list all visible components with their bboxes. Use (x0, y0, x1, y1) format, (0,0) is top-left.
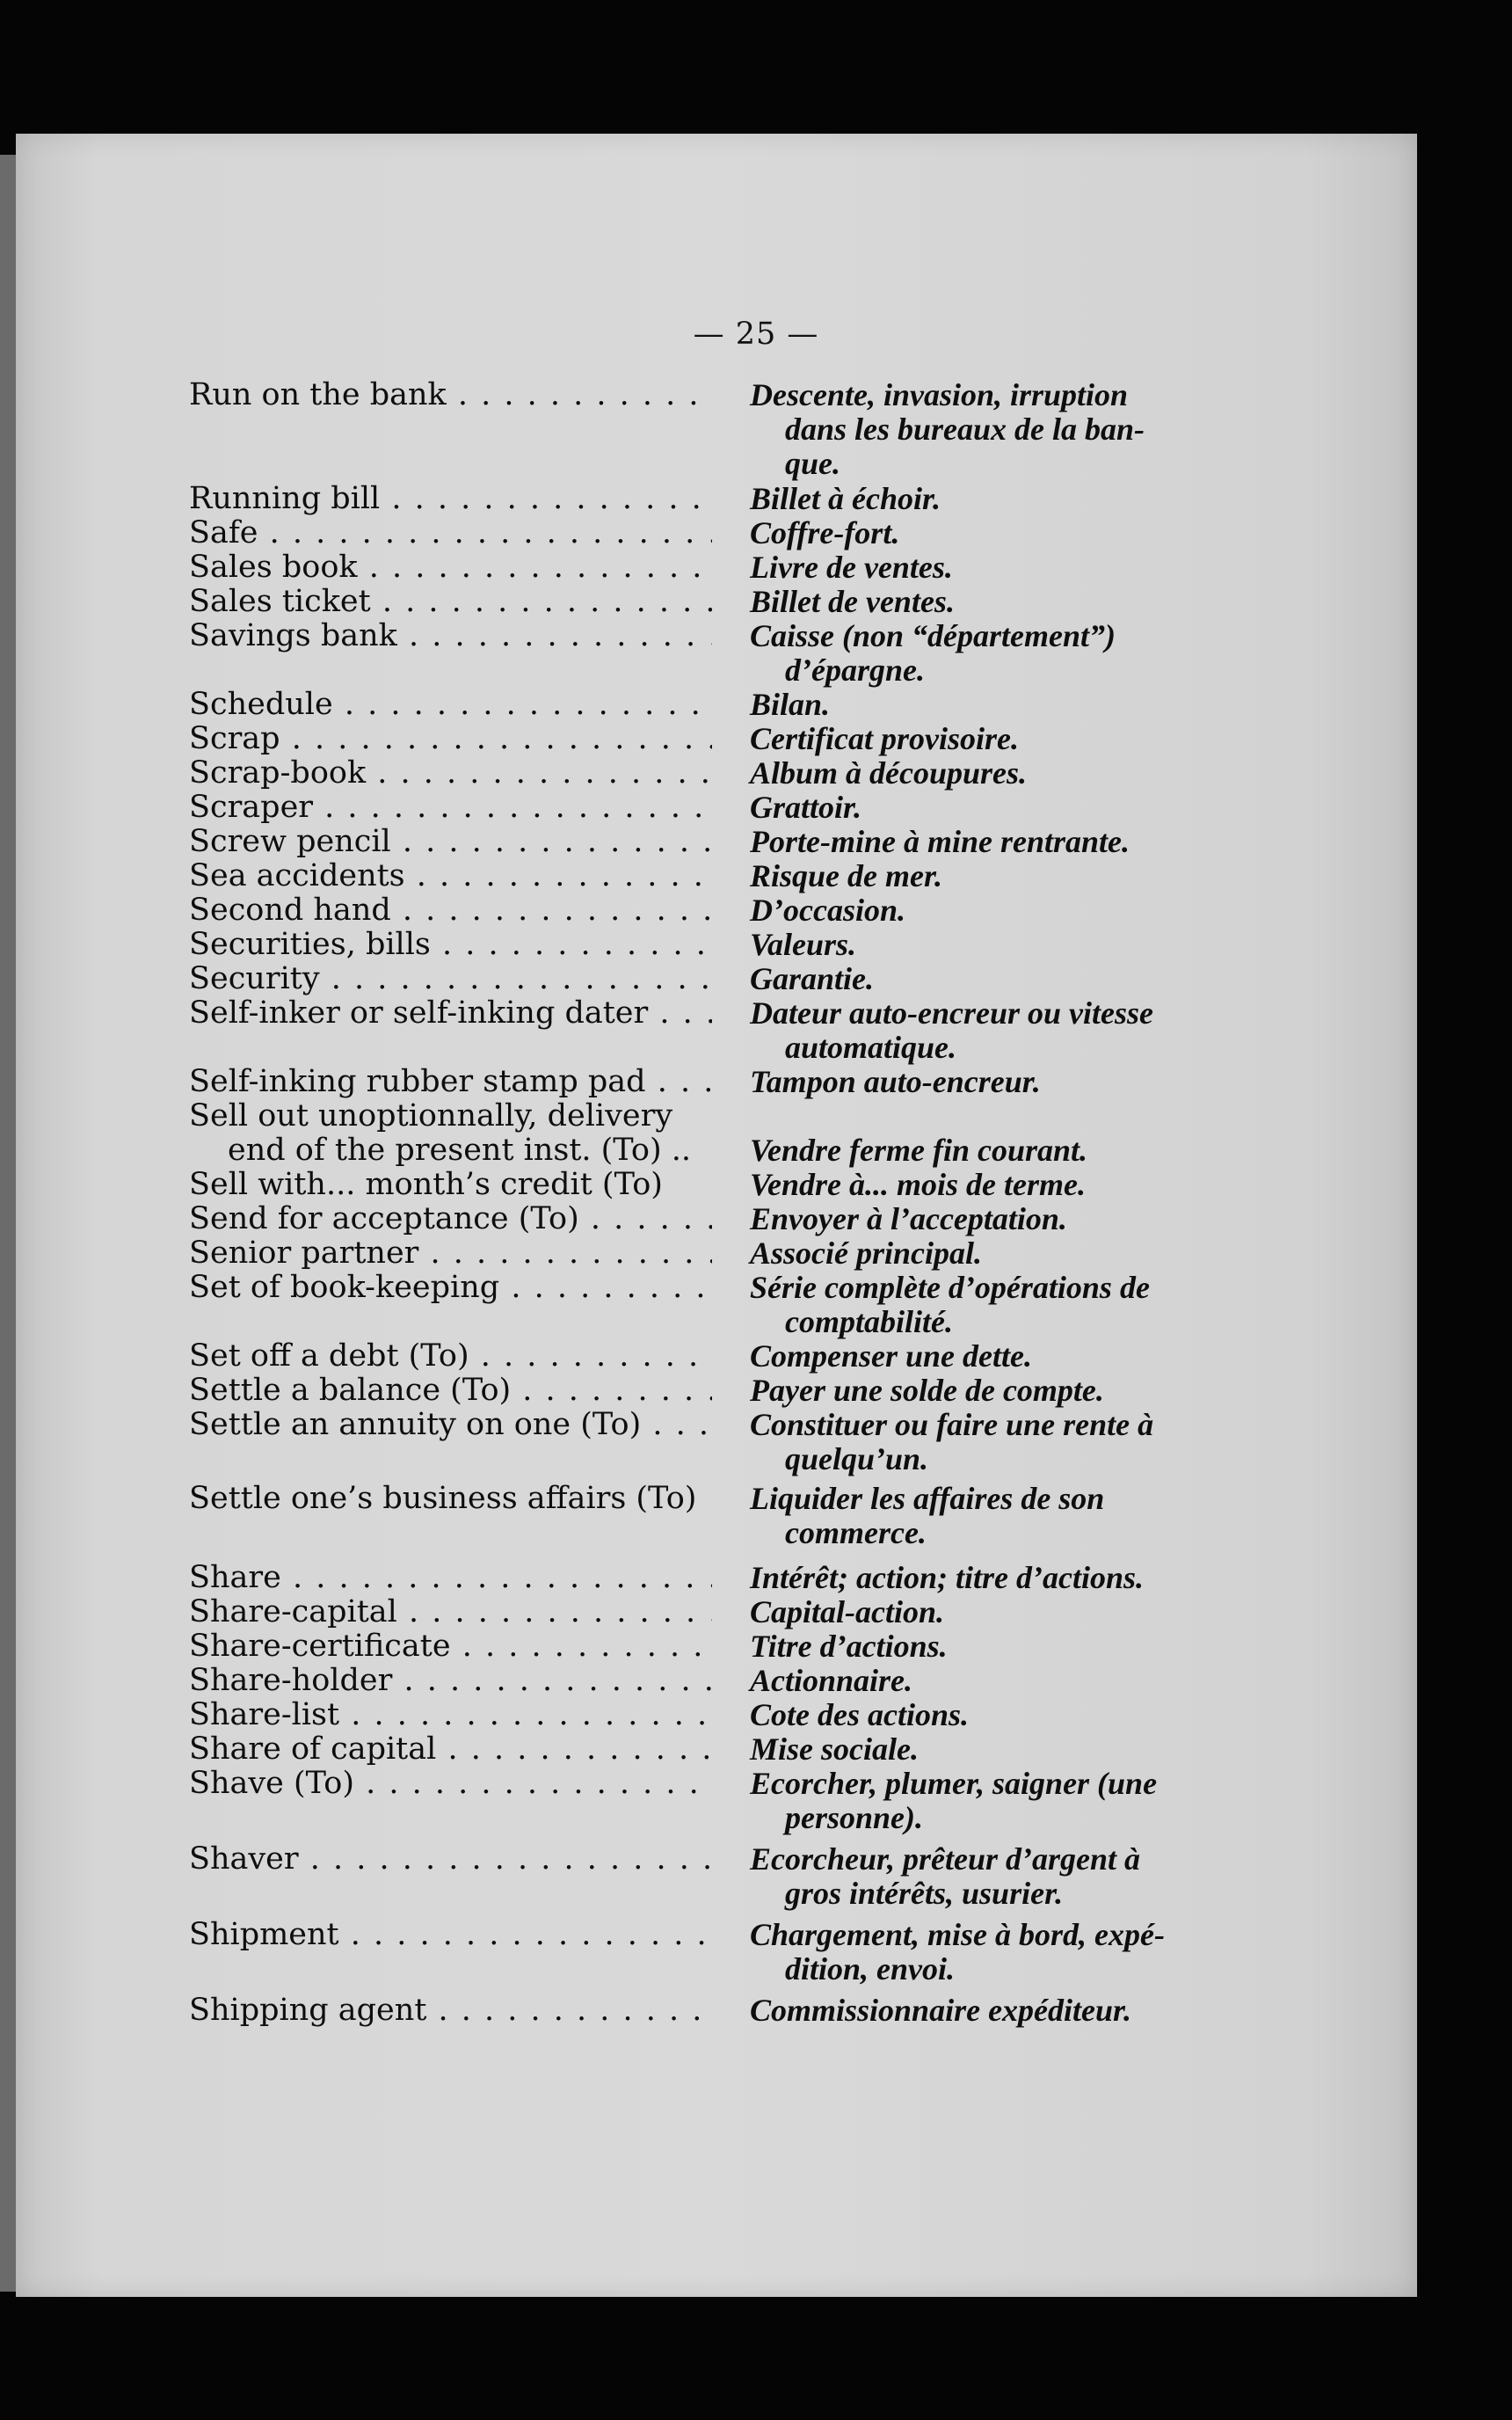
entry-definition (750, 1732, 1233, 1767)
entry-definition-continuation: commerce. (785, 1515, 927, 1550)
entry-term-text: Shipping agent (189, 1994, 427, 2028)
entry-term-text: Safe (189, 516, 258, 550)
entry-definition-text: Billet à échoir. (750, 481, 941, 516)
entry-definition-text: Cote des actions. (750, 1697, 969, 1732)
entry-definition-text: Commissionnaire expéditeur. (750, 1993, 1132, 2028)
entry-term (189, 516, 712, 550)
entry-definition-text: Porte-mine à mine rentrante. (750, 824, 1130, 859)
entry-definition-text: Coffre-fort. (750, 515, 900, 550)
entry-definition (750, 722, 1233, 756)
entry-definition-text: Série complète d’opérations de (750, 1270, 1150, 1305)
entry-definition (750, 1202, 1233, 1236)
entry-term-text: Shipment (189, 1918, 339, 1952)
entry-term-continuation: end of the present inst. (To) .. (228, 1133, 692, 1168)
entry-definition-text: Livre de ventes. (750, 550, 953, 585)
entry-term-text: Sell out unoptionnally, delivery (189, 1099, 673, 1133)
entry-term-text: Running bill (189, 482, 381, 516)
entry-definition-text: Envoyer à l’acceptation. (750, 1201, 1067, 1236)
entry-definition-text: Vendre à... mois de terme. (750, 1167, 1086, 1202)
entry-definition-continuation: automatique. (785, 1030, 957, 1065)
entry-term-text: Second hand (189, 893, 391, 928)
entry-term (189, 1482, 712, 1516)
entry-term (189, 928, 712, 962)
entry-definition-continuation: gros intérêts, usurier. (785, 1876, 1064, 1911)
entry-definition-text: Valeurs. (750, 927, 857, 962)
entry-definition (750, 619, 1233, 688)
entry-definition-text: D’occasion. (750, 893, 905, 928)
entry-term (189, 1732, 712, 1767)
entry-definition-text: Intérêt; action; titre d’actions. (750, 1560, 1144, 1595)
entry-term (189, 550, 712, 585)
entry-definition (750, 1595, 1233, 1629)
entry-definition (750, 859, 1233, 893)
entry-definition-text: Ecorcher, plumer, saigner (une (750, 1766, 1158, 1801)
entry-definition-text: Ecorcheur, prêteur d’argent à (750, 1841, 1141, 1877)
entry-definition (750, 1065, 1233, 1099)
entry-term-text: Share (189, 1561, 281, 1595)
entry-term (189, 859, 712, 893)
entry-definition-text: Mise sociale. (750, 1731, 919, 1767)
entry-term-text: Sales book (189, 550, 358, 585)
entry-term (189, 619, 712, 653)
entry-definition-text: Descente, invasion, irruption (750, 377, 1129, 412)
entry-term (189, 1408, 712, 1442)
entry-term-text: Scraper (189, 791, 314, 825)
entry-definition-text: Garantie. (750, 961, 875, 996)
entry-definition-continuation: comptabilité. (785, 1304, 953, 1339)
entry-term (189, 1595, 712, 1629)
entry-term-text: Self-inking rubber stamp pad (189, 1065, 646, 1099)
entry-term (189, 482, 712, 516)
entry-definition (750, 791, 1233, 825)
entry-term-text: Security (189, 962, 320, 996)
entry-definition (750, 1168, 1233, 1202)
entry-definition-text: Chargement, mise à bord, expé- (750, 1917, 1165, 1952)
entry-term (189, 688, 712, 722)
entry-term (189, 722, 712, 756)
entry-definition-continuation: que. (785, 446, 840, 481)
entry-term-text: Screw pencil (189, 825, 391, 859)
entry-term-text: Sell with... month’s credit (To) (189, 1168, 663, 1202)
entry-definition-text: Dateur auto-encreur ou vitesse (750, 995, 1153, 1031)
entry-definition (750, 962, 1233, 996)
entry-term-text: Run on the bank (189, 378, 447, 412)
entry-term (189, 1767, 712, 1801)
entry-definition-continuation: dans les bureaux de la ban- (785, 412, 1145, 447)
entry-term (189, 1236, 712, 1271)
entry-definition-text: Payer une solde de compte. (750, 1373, 1104, 1408)
entry-definition (750, 893, 1233, 928)
entry-term (189, 1664, 712, 1698)
entry-definition-continuation: d’épargne. (785, 652, 925, 688)
entry-definition (750, 1664, 1233, 1698)
entry-definition (750, 585, 1233, 619)
entry-definition-text: Billet de ventes. (750, 584, 955, 619)
entry-term-text: Set of book-keeping (189, 1271, 500, 1305)
entry-definition-text: Associé principal. (750, 1236, 983, 1271)
entry-definition-text: Vendre ferme fin courant. (750, 1133, 1088, 1168)
entry-term-text: Self-inker or self-inking dater (189, 996, 649, 1031)
entry-term-text: Send for acceptance (To) (189, 1202, 579, 1236)
entry-term-text: Sales ticket (189, 585, 371, 619)
entry-term-text: Set off a debt (To) (189, 1339, 469, 1374)
entry-definition (750, 756, 1233, 791)
entry-term-text: Senior partner (189, 1236, 419, 1271)
entry-definition-text: Constituer ou faire une rente à (750, 1407, 1154, 1442)
entry-term-text: Shaver (189, 1842, 299, 1877)
entry-definition-text: Grattoir. (750, 790, 862, 825)
entry-definition (750, 1133, 1233, 1168)
entry-term-text: Share-list (189, 1698, 340, 1732)
entry-definition (750, 378, 1233, 481)
entry-definition-text: Album à découpures. (750, 755, 1028, 791)
entry-term (189, 996, 712, 1031)
entry-term (189, 1629, 712, 1664)
entry-definition (750, 1374, 1233, 1408)
entry-term (189, 378, 712, 412)
entry-definition-continuation: quelqu’un. (785, 1441, 929, 1476)
entry-definition-text: Actionnaire. (750, 1663, 913, 1698)
entry-term-text: Share-certificate (189, 1629, 451, 1664)
entry-definition (750, 1629, 1233, 1664)
entry-definition (750, 550, 1233, 585)
book-spine (0, 155, 16, 2292)
entry-term-text: Share of capital (189, 1732, 437, 1767)
entry-term (189, 893, 712, 928)
entry-definition (750, 1482, 1233, 1550)
entry-term (189, 756, 712, 791)
entry-term (189, 1374, 712, 1408)
entry-definition (750, 996, 1233, 1065)
entry-term-text: Settle one’s business affairs (To) (189, 1482, 697, 1516)
entry-term-text: Savings bank (189, 619, 397, 653)
entry-definition (750, 482, 1233, 516)
entry-definition-text: Compenser une dette. (750, 1338, 1032, 1374)
entry-definition-text: Caisse (non “département”) (750, 618, 1116, 653)
entry-definition (750, 1408, 1233, 1476)
entry-definition (750, 1698, 1233, 1732)
entry-term-text: Sea accidents (189, 859, 405, 893)
entry-term-text: Settle an annuity on one (To) (189, 1408, 642, 1442)
entry-definition-text: Tampon auto-encreur. (750, 1064, 1041, 1099)
entry-definition-text: Risque de mer. (750, 858, 943, 893)
entry-definition (750, 1918, 1233, 1986)
entry-definition (750, 1339, 1233, 1374)
entry-term-text: Share-capital (189, 1595, 397, 1629)
entry-definition (750, 1842, 1233, 1911)
entry-definition (750, 1561, 1233, 1595)
entry-term (189, 1168, 712, 1202)
entry-term-text: Shave (To) (189, 1767, 355, 1801)
entry-term (189, 1561, 712, 1595)
entry-term (189, 1994, 712, 2028)
entry-definition (750, 688, 1233, 722)
entry-definition (750, 1271, 1233, 1339)
entry-term (189, 1099, 712, 1168)
entry-term (189, 585, 712, 619)
entry-term (189, 1271, 712, 1305)
entry-definition (750, 928, 1233, 962)
entry-definition (750, 825, 1233, 859)
entry-term (189, 791, 712, 825)
entry-term-text: Scrap (189, 722, 280, 756)
entry-term-text: Schedule (189, 688, 333, 722)
entry-definition-text: Bilan. (750, 687, 831, 722)
entry-term (189, 962, 712, 996)
entry-term (189, 1842, 712, 1877)
entry-term-text: Share-holder (189, 1664, 393, 1698)
entry-definition-text: Certificat provisoire. (750, 721, 1019, 756)
entry-term (189, 1339, 712, 1374)
entry-definition (750, 516, 1233, 550)
entry-definition (750, 1236, 1233, 1271)
entry-term-text: Scrap-book (189, 756, 367, 791)
entry-term-text: Settle a balance (To) (189, 1374, 512, 1408)
entry-term (189, 825, 712, 859)
entry-definition-continuation: personne). (785, 1800, 924, 1835)
entry-definition-text: Liquider les affaires de son (750, 1481, 1105, 1516)
entry-term (189, 1698, 712, 1732)
entry-term (189, 1065, 712, 1099)
entry-definition-continuation: dition, envoi. (785, 1951, 956, 1986)
entry-definition-text: Titre d’actions. (750, 1629, 948, 1664)
entry-definition-text: Capital-action. (750, 1594, 945, 1629)
entry-term (189, 1918, 712, 1952)
entry-definition (750, 1767, 1233, 1835)
entry-term-text: Securities, bills (189, 928, 431, 962)
entry-term (189, 1202, 712, 1236)
entry-definition (750, 1994, 1233, 2028)
page-number: — 25 — (693, 317, 819, 352)
